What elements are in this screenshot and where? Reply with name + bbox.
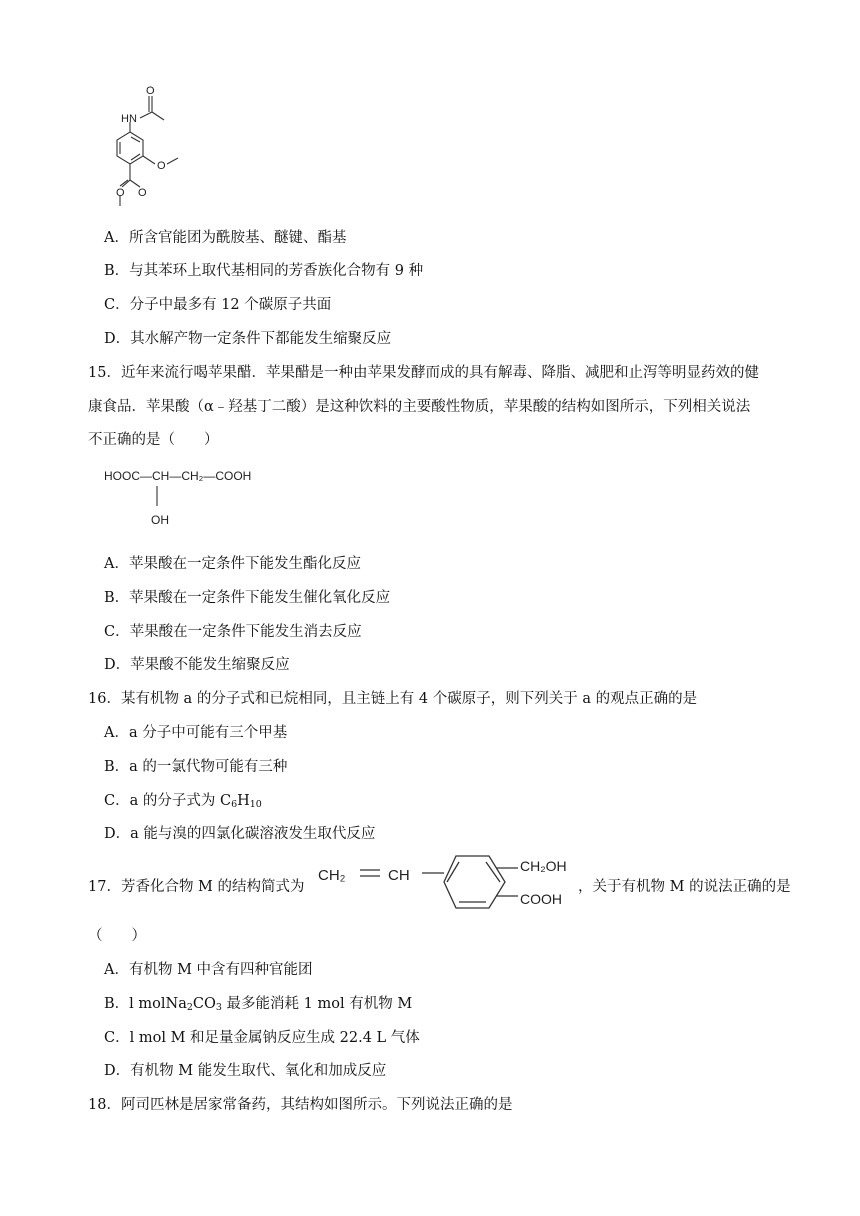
q17-option-b-sub1: 2 (186, 1002, 193, 1013)
q16-stem: 16．某有机物 a 的分子式和已烷相同，且主链上有 4 个碳原子，则下列关于 a 的观点正确的是 (88, 691, 698, 707)
q16-option-c (104, 789, 262, 810)
q17-option-b-mid: CO (192, 996, 216, 1012)
q15-option-a: A．苹果酸在一定条件下能发生酯化反应 (104, 556, 361, 572)
q14-option-b: B．与其苯环上取代基相同的芳香族化合物有 9 种 (104, 263, 424, 279)
q16-option-c-mid: H (237, 793, 250, 809)
q15-malic-acid-structure (104, 464, 274, 534)
q17-stem-prefix: 17．芳香化合物 M 的结构简式为 (88, 879, 305, 895)
q16-option-d: D．a 能与溴的四氯化碳溶液发生取代反应 (104, 826, 376, 842)
q17-structure-cooh: COOH (520, 891, 562, 907)
q17-option-b-prefix: B．l molNa (104, 996, 187, 1012)
q16-option-c-sub2: 10 (249, 799, 262, 810)
q17-compound-m-structure (316, 846, 578, 918)
q17-option-b (104, 992, 412, 1013)
q15-option-d: D．苹果酸不能发生缩聚反应 (104, 657, 290, 673)
q14-structure-diagram (108, 84, 208, 216)
q16-option-a: A．a 分子中可能有三个甲基 (104, 725, 288, 741)
q15-option-c: C．苹果酸在一定条件下能发生消去反应 (104, 624, 362, 640)
q17-answer-paren: （ ） (88, 928, 146, 944)
q15-stem-line-2: 康食品．苹果酸（α﹣羟基丁二酸）是这种饮料的主要酸性物质，苹果酸的结构如图所示，下列相关说法 (88, 399, 751, 415)
q14-amide-nitrogen-label: HN (121, 113, 137, 125)
q14-option-c: C．分子中最多有 12 个碳原子共面 (104, 297, 332, 313)
q14-option-d: D．其水解产物一定条件下都能发生缩聚反应 (104, 331, 392, 347)
q15-structure-main-chain: HOOC—CH—CH₂—COOH (104, 469, 252, 483)
q15-structure-hydroxyl: OH (151, 513, 169, 527)
q15-stem-line-1: 15．近年来流行喝苹果醋．苹果醋是一种由苹果发酵而成的具有解毒、降脂、减肥和止泻等明显药效的健 (88, 365, 759, 381)
q14-option-a: A．所含官能团为酰胺基、醚键、酯基 (104, 230, 347, 246)
q16-option-c-sub1: 6 (231, 799, 238, 810)
q14-ether-oxygen-label: O (157, 160, 166, 172)
q17-stem-suffix: ，关于有机物 M 的说法正确的是 (578, 879, 791, 895)
q17-option-a: A．有机物 M 中含有四种官能团 (104, 962, 313, 978)
q17-structure-ch: CH (388, 867, 410, 884)
q14-ester-oxygen-label-2: O (116, 187, 125, 199)
q16-option-b: B．a 的一氯代物可能有三种 (104, 759, 288, 775)
q17-option-d: D．有机物 M 能发生取代、氧化和加成反应 (104, 1063, 387, 1079)
q15-option-b: B．苹果酸在一定条件下能发生催化氧化反应 (104, 590, 391, 606)
q17-option-b-suffix: 最多能消耗 1 mol 有机物 M (221, 996, 413, 1012)
q17-option-b-sub2: 3 (215, 1002, 222, 1013)
q17-structure-ch2oh: CH₂OH (520, 858, 567, 874)
q16-option-c-prefix: C．a 的分子式为 C (104, 793, 232, 809)
q14-amide-oxygen-label: O (146, 85, 155, 97)
q15-stem-line-3: 不正确的是（ ） (88, 432, 219, 448)
q14-ester-oxygen-label-1: O (138, 187, 147, 199)
q18-stem: 18．阿司匹林是居家常备药，其结构如图所示。下列说法正确的是 (88, 1097, 513, 1113)
q17-structure-ch2: CH₂ (318, 867, 346, 884)
q17-option-c: C．l mol M 和足量金属钠反应生成 22.4 L 气体 (104, 1030, 420, 1046)
